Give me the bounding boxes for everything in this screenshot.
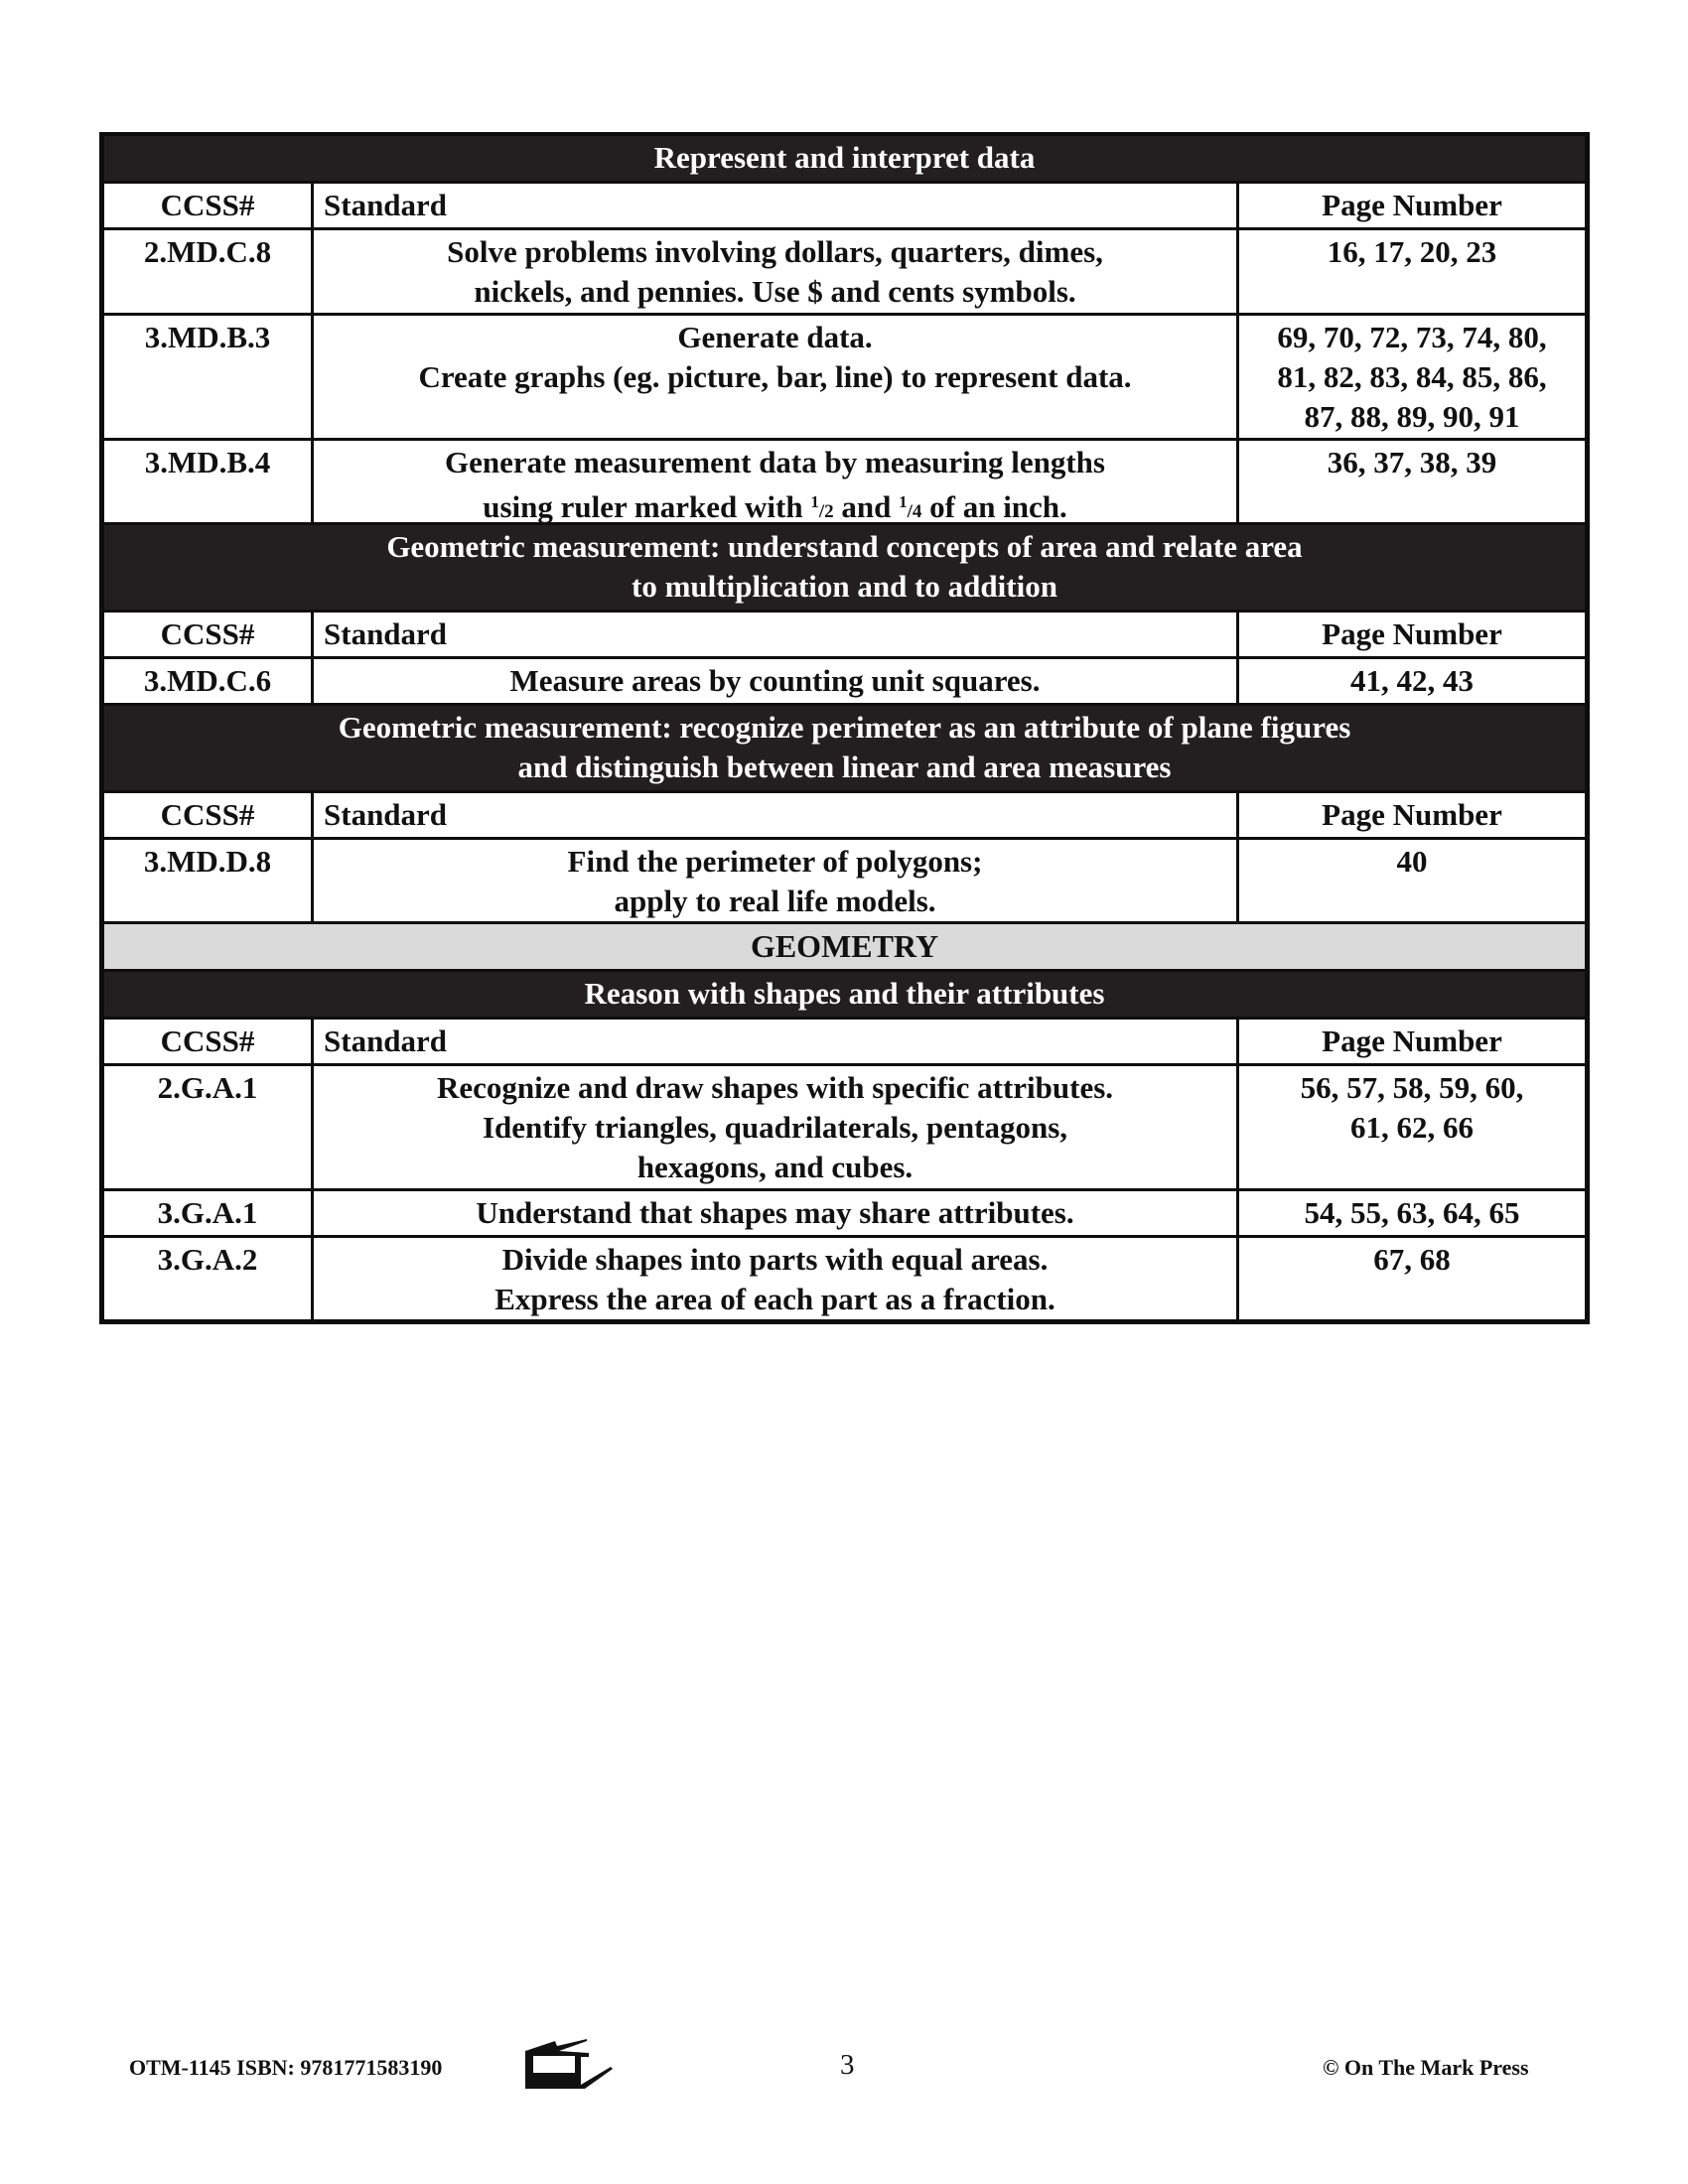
column-header-row — [104, 1017, 1585, 1063]
col-ccss: CCSS# — [104, 184, 314, 227]
standard-line: Understand that shapes may share attributes. — [476, 1195, 1074, 1230]
column-header-row — [104, 790, 1585, 837]
table-row — [104, 1188, 1585, 1235]
section-header — [104, 703, 1585, 790]
standard-text — [314, 840, 1239, 921]
section-title: and distinguish between linear and area measures — [517, 750, 1172, 784]
page-number: 3 — [840, 2049, 855, 2081]
page-line: 54, 55, 63, 64, 65 — [1304, 1195, 1520, 1230]
standard-text — [314, 1066, 1239, 1188]
standard-line: Divide shapes into parts with equal areas. — [501, 1242, 1049, 1277]
col-page: Page Number — [1322, 1024, 1502, 1058]
page-line: 67, 68 — [1373, 1242, 1451, 1277]
ccss-code: 3.G.A.2 — [104, 1238, 314, 1319]
standard-text — [314, 230, 1239, 313]
section-title: to multiplication and to addition — [632, 569, 1057, 604]
table-row — [104, 1235, 1585, 1319]
col-page: Page Number — [1322, 188, 1502, 222]
standard-line: Create graphs (eg. picture, bar, line) to represent data. — [418, 359, 1132, 394]
page-numbers — [1239, 1238, 1585, 1319]
page-footer — [0, 2047, 1688, 2097]
page-numbers — [1239, 659, 1585, 703]
page-line: 36, 37, 38, 39 — [1327, 445, 1497, 479]
standard-text — [314, 659, 1239, 703]
col-ccss: CCSS# — [104, 793, 314, 837]
text: of an inch. — [921, 489, 1067, 524]
col-standard: Standard — [314, 1020, 1239, 1063]
standard-line: apply to real life models. — [614, 884, 936, 918]
domain-header — [104, 921, 1585, 969]
page-line: 40 — [1396, 844, 1428, 879]
page-line: 87, 88, 89, 90, 91 — [1304, 399, 1520, 434]
page-line: 69, 70, 72, 73, 74, 80, — [1277, 320, 1547, 354]
ccss-code: 2.MD.C.8 — [104, 230, 314, 313]
col-page: Page Number — [1322, 616, 1502, 651]
standard-line: Find the perimeter of polygons; — [567, 844, 983, 879]
numerator: 1 — [810, 492, 819, 511]
standard-line: hexagons, and cubes. — [636, 1150, 914, 1184]
page-numbers — [1239, 230, 1585, 313]
col-page: Page Number — [1322, 797, 1502, 832]
domain-title: GEOMETRY — [750, 928, 939, 964]
ccss-code: 3.G.A.1 — [104, 1191, 314, 1235]
text: and — [833, 489, 900, 524]
numerator: 1 — [899, 492, 908, 511]
ccss-code: 3.MD.D.8 — [104, 840, 314, 921]
page-line: 81, 82, 83, 84, 85, 86, — [1277, 359, 1547, 394]
product-code-isbn: OTM-1145 ISBN: 9781771583190 — [129, 2055, 443, 2080]
page-line: 56, 57, 58, 59, 60, — [1300, 1070, 1524, 1105]
col-ccss: CCSS# — [104, 613, 314, 656]
col-standard: Standard — [314, 613, 1239, 656]
section-header — [104, 522, 1585, 610]
standard-text — [314, 316, 1239, 438]
column-header-row — [104, 181, 1585, 227]
table-row — [104, 313, 1585, 438]
column-header-row — [104, 610, 1585, 656]
ccss-code: 3.MD.C.6 — [104, 659, 314, 703]
col-standard: Standard — [314, 184, 1239, 227]
standard-line: Measure areas by counting unit squares. — [509, 663, 1041, 698]
denominator: 2 — [824, 501, 834, 522]
standards-table — [99, 132, 1590, 1324]
standard-line: nickels, and pennies. Use $ and cents symbols. — [474, 274, 1076, 309]
col-ccss: CCSS# — [104, 1020, 314, 1063]
page-numbers — [1239, 1066, 1585, 1188]
page-numbers — [1239, 1191, 1585, 1235]
standard-line: Express the area of each part as a fraction. — [494, 1282, 1055, 1316]
ccss-code: 3.MD.B.4 — [104, 441, 314, 522]
standard-line: Identify triangles, quadrilaterals, pentagons, — [482, 1110, 1068, 1145]
standard-line: Generate data. — [677, 320, 873, 354]
standard-text — [314, 1191, 1239, 1235]
col-standard: Standard — [314, 793, 1239, 837]
section-title: Geometric measurement: recognize perimeter as an attribute of plane figures — [338, 710, 1351, 745]
section-header — [104, 969, 1585, 1017]
table-row — [104, 656, 1585, 703]
fraction-quarter: $^1$/4 — [899, 492, 922, 522]
ccss-code: 3.MD.B.3 — [104, 316, 314, 438]
fraction-half: $^1$/2 — [810, 492, 834, 522]
copyright: © On The Mark Press — [1323, 2055, 1529, 2080]
text: using ruler marked with — [483, 489, 811, 524]
section-title: Geometric measurement: understand concepts of area and relate area — [386, 529, 1303, 564]
section-title: Represent and interpret data — [653, 140, 1036, 175]
page-line: 16, 17, 20, 23 — [1327, 234, 1497, 269]
section-title: Reason with shapes and their attributes — [584, 976, 1105, 1011]
table-row — [104, 1063, 1585, 1188]
page-numbers — [1239, 441, 1585, 522]
standard-text — [314, 441, 1239, 522]
page-numbers — [1239, 840, 1585, 921]
page-line: 61, 62, 66 — [1350, 1110, 1474, 1145]
section-header — [104, 136, 1585, 181]
table-row — [104, 438, 1585, 522]
standard-line — [322, 482, 1228, 532]
photocopier-icon — [515, 2039, 615, 2091]
denominator: 4 — [912, 501, 922, 522]
standard-line: Solve problems involving dollars, quarters, dimes, — [447, 234, 1103, 269]
ccss-code: 2.G.A.1 — [104, 1066, 314, 1188]
table-row — [104, 837, 1585, 921]
standard-line: Generate measurement data by measuring lengths — [444, 445, 1105, 479]
standard-line: Recognize and draw shapes with specific attributes. — [436, 1070, 1114, 1105]
page-numbers — [1239, 316, 1585, 438]
table-row — [104, 227, 1585, 313]
standard-text — [314, 1238, 1239, 1319]
page-line: 41, 42, 43 — [1350, 663, 1474, 698]
